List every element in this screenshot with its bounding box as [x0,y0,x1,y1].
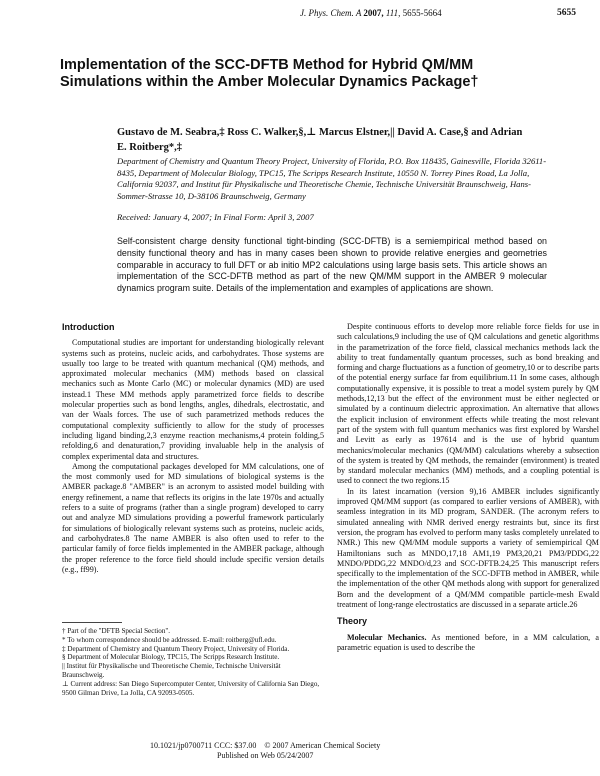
theory-text: As mentioned before, in a MM calculation, a parametric equation is used to describe the [337,632,599,652]
footer-doi: 10.1021/jp0700711 CCC: $37.00 © 2007 American Chemical Society [150,741,381,750]
intro-paragraph-2: Among the computational packages developed for MM calculations, one of the most commonly used for MD simulations of biological systems is the AMBER package.8 "AMBER" is an acronym to assisted model building with energy refinement, a name that reflects its origins in the late 1970s and actually refers to a suite of programs (rather than a single program) developed to carry out and analyze MD simulations providing a powerful framework particularly for simulations of biologically relevant systems such as proteins, nucleic acids, and carbohydrates.8 The name AMBER is also often used to refer to the particular family of force fields implemented in the AMBER package, although the proper reference to the force field should include specific version details (e.g., ff99). [62,461,324,574]
affiliations: Department of Chemistry and Quantum Theory Project, University of Florida, P.O. Box 118435, Gainesville, Florida 32611-8435, Department of Molecular Biology, TPC15, The Scripps Research Institute, 10550 N. Torrey Pines Road, La Jolla, California 92037, and Institut für Physikalische und Theoretische Chemie, Technische Universität Braunschweig, Hans-Sommer-Strasse 10, D-38106 Braunschweig, Germany [117,156,547,201]
paper-title: Implementation of the SCC-DFTB Method for Hybrid QM/MM Simulations within the Amber Molecular Dynamics Package† [60,57,479,90]
left-column [62,322,324,575]
footnotes [62,627,324,697]
footnote-rule [62,622,122,623]
author-list: Gustavo de M. Seabra,‡ Ross C. Walker,§,⊥ Marcus Elstner,|| David A. Case,§ and Adrian E. Roitberg*,‡ [117,127,523,153]
journal-pages: 5655-5664 [402,8,442,18]
right-paragraph-2: In its latest incarnation (version 9),16 AMBER includes significantly improved QM/MM support (as compared to earlier versions of AMBER), with seamless integration in its MD program, SANDER. (The acronym refers to simulated annealing with NMR derived energy restraints but, since its first version, the program has evolved to perform many tasks completely unrelated to NMR.) This new QM/MM module supports a variety of semiempirical QM Hamiltonians such as MNDO,17,18 AM1,19 PM3,20,21 PM3/PDDG,22 MNDO/PDDG,22 MNDO/d,23 and SCC-DFTB.24,25 This manuscript refers specifically to the implementation of the SCC-DFTB method in AMBER, while the implementation of the other QM methods along with support for generalized Born and the development of a QM/MM compatible particle-mesh Ewald treatment of long-range electrostatics are discussed in a separate article.26 [337,486,599,610]
right-paragraph-1: Despite continuous efforts to develop more reliable force fields for use in such calculations,9 including the use of QM calculations and genetic algorithms in the parametrization of the force field, classical mechanics methods lack the ability to treat fundamentally quantum processes, such as bond breaking and forming and charge fluctuations as a function of geometry,10 or to describe parts of the potential energy surface far from equilibrium.11 In some cases, although computationally expensive, it is possible to treat a model system purely by QM methods,12,13 but the effect of the environment must be either neglected or simulated by a continuum dielectric approximation. An alternative that allows the explicit inclusion of environment effects while treating the most relevant part of the system with full quantum mechanics was first explored by Warshel and Levitt as early as 197614 and is the use of hybrid quantum mechanics/molecular mechanics (QM/MM) calculations whereby a subsection of the system is treated by QM methods, the remainder (environment) is treated by standard molecular mechanics (MM) methods, and a coupling potential is used to connect the two regions.15 [337,322,599,486]
right-column [337,322,599,653]
subsection-lead: Molecular Mechanics. [347,632,427,642]
running-header [300,8,442,18]
theory-paragraph [337,633,599,654]
page-number: 5655 [557,8,576,18]
footnote: ⊥ Current address: San Diego Supercomputer Center, University of California San Diego, 9500 Gilman Drive, La Jolla, CA 92093-0505. [62,679,320,697]
footnote: § Department of Molecular Biology, TPC15, The Scripps Research Institute. [62,653,280,662]
abstract: Self-consistent charge density functional tight-binding (SCC-DFTB) is a semiempirical method based on density functional theory and has in many cases been shown to provide relative energies and geometries comparable in accuracy to full DFT or ab initio MP2 calculations using large basis sets. This article shows an implementation of the SCC-DFTB method as part of the new QM/MM support in the AMBER 9 molecular dynamics program suite. Details of the implementation and examples of applications are shown. [117,236,547,294]
journal-name: J. Phys. Chem. A [300,8,362,18]
footnote: ‡ Department of Chemistry and Quantum Theory Project, University of Florida. [62,644,290,653]
section-heading-theory: Theory [337,616,368,627]
footnote: || Institut für Physikalische und Theoretische Chemie, Technische Universität Braunschweig. [62,662,281,679]
footer-published: Published on Web 05/24/2007 [217,751,314,760]
intro-paragraph-1: Computational studies are important for understanding biologically relevant systems such as proteins, nucleic acids, and carbohydrates. Those systems are usually too large to be treated with quantum mechanical (QM) methods, and approximated molecular mechanics (MM) methods based on classical mechanics such as Monte Carlo (MC) or molecular dynamics (MD) are used instead.1 These MM methods apply parametrized force fields to describe molecular properties such as bond lengths, angles, dihedrals, electrostatic, and van der Waals forces. The use of such parametrized methods reduces the computational complexity sufficiently to allow for the study of processes including ligand binding,2,3 enzyme reaction mechanisms,4 protein folding,5 refolding,6 and denaturation,7 providing invaluable help in the analysis of complex experimental data and structures. [62,338,324,461]
journal-volume: 111, [385,8,401,18]
footnote: * To whom correspondence should be addressed. E-mail: roitberg@ufl.edu. [62,635,277,644]
section-heading-introduction: Introduction [62,322,115,332]
journal-year: 2007, [363,8,384,18]
received-dates: Received: January 4, 2007; In Final Form: April 3, 2007 [117,212,314,222]
footnote: † Part of the "DFTB Special Section". [62,627,171,635]
